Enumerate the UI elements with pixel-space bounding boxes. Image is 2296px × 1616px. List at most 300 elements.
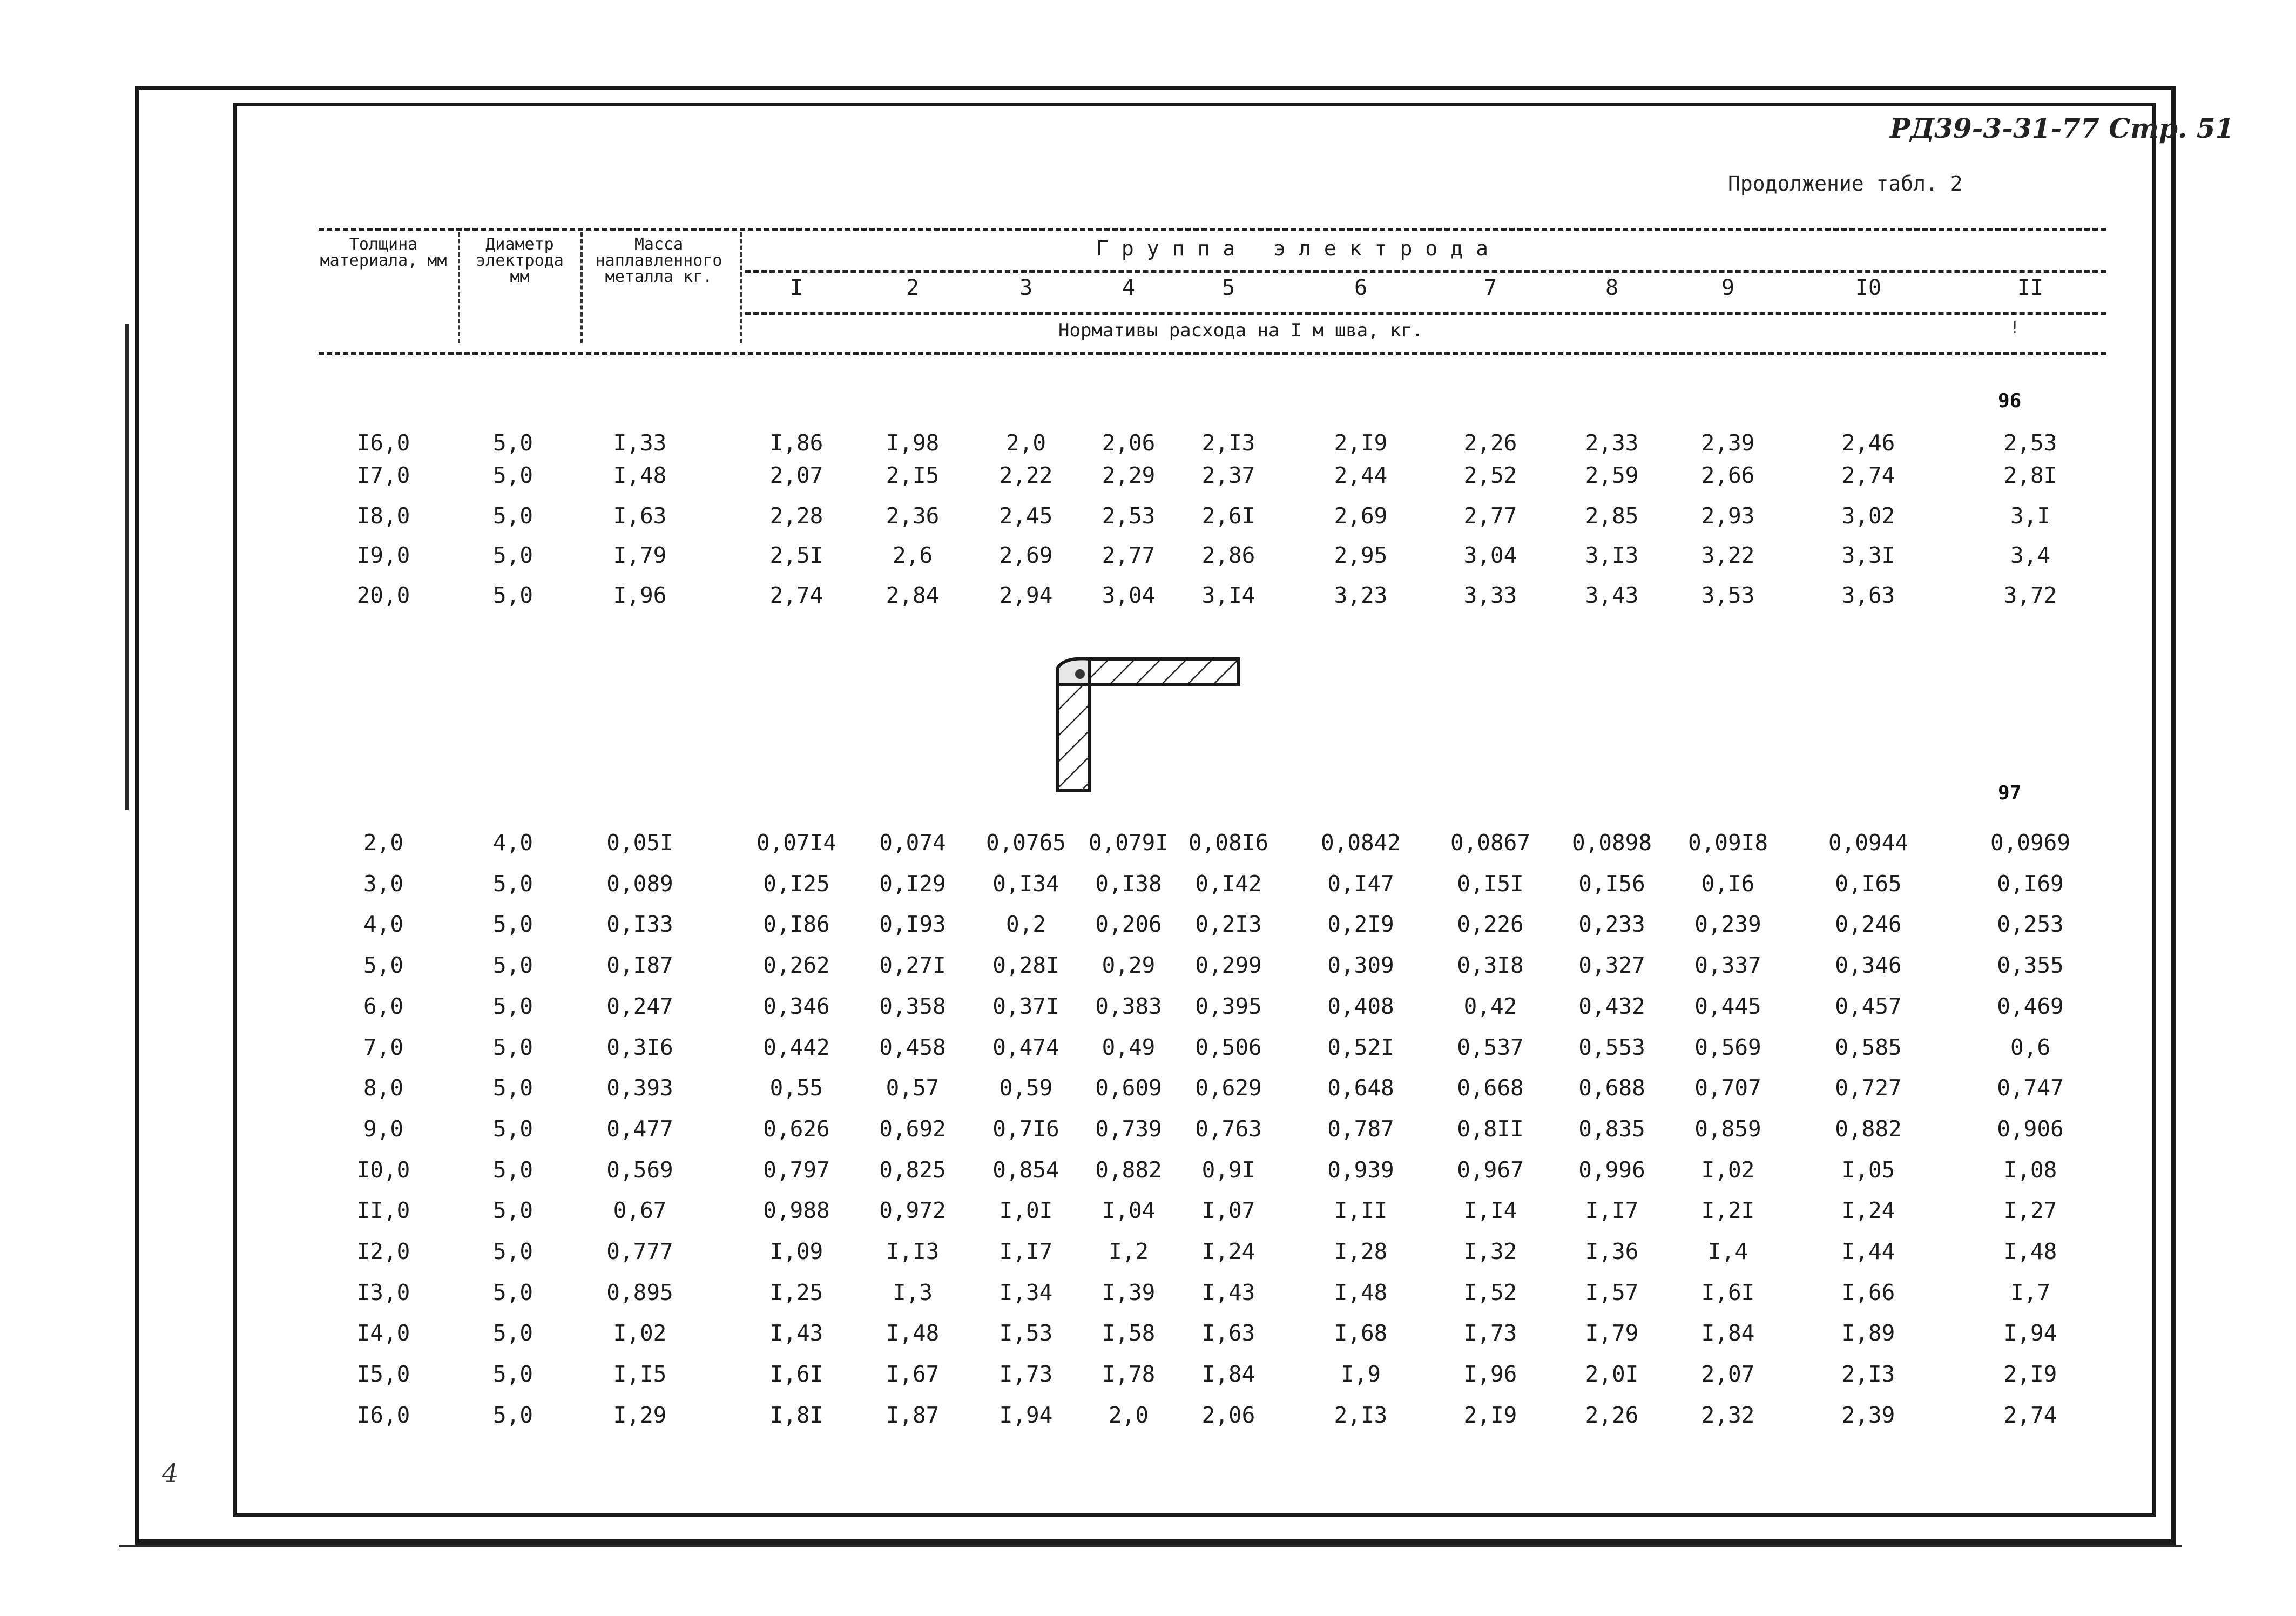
cell-norm-group-4: 0,739 (1095, 1116, 1162, 1142)
cell-mass: 0,05I (606, 830, 673, 856)
table-row (0, 1194, 2296, 1227)
cell-norm-group-8: I,79 (1585, 1320, 1639, 1346)
cell-norm-group-3: 0,I34 (992, 871, 1059, 897)
cell-norm-group-2: 0,I93 (879, 911, 946, 937)
cell-norm-group-7: I,96 (1463, 1361, 1517, 1387)
cell-norm-group-11: I,94 (2003, 1320, 2057, 1346)
cell-norm-group-4: 0,609 (1095, 1075, 1162, 1101)
cell-norm-group-6: I,48 (1334, 1280, 1388, 1305)
cell-diameter: 5,0 (492, 1320, 534, 1346)
header-rule-bottom (319, 352, 2106, 355)
cell-norm-group-3: 0,28I (992, 952, 1059, 978)
cell-norm-group-9: I,4 (1707, 1238, 1748, 1264)
cell-norm-group-2: I,98 (886, 430, 940, 456)
cell-mass: 0,477 (606, 1116, 673, 1142)
table-row (0, 579, 2296, 611)
cell-norm-group-4: 0,383 (1095, 993, 1162, 1019)
cell-norm-group-11: 3,I (2010, 503, 2051, 529)
cell-norm-group-7: 2,26 (1463, 430, 1517, 456)
cell-norm-group-11: 0,0969 (1990, 830, 2071, 856)
cell-norm-group-4: 0,206 (1095, 911, 1162, 937)
cell-norm-group-3: 2,22 (999, 462, 1053, 488)
cell-norm-group-8: I,I7 (1585, 1197, 1639, 1223)
cell-thickness: I8,0 (356, 503, 410, 529)
cell-norm-group-9: 0,239 (1694, 911, 1761, 937)
cell-norm-group-7: 2,52 (1463, 462, 1517, 488)
cell-norm-group-1: 0,346 (763, 993, 830, 1019)
cell-thickness: I2,0 (356, 1238, 410, 1264)
cell-norm-group-10: 3,3I (1841, 542, 1895, 568)
cell-norm-group-5: 0,629 (1195, 1075, 1262, 1101)
cell-norm-group-10: I,44 (1841, 1238, 1895, 1264)
cell-norm-group-8: 0,I56 (1578, 871, 1645, 897)
table-row (0, 1113, 2296, 1145)
cell-norm-group-3: 2,45 (999, 503, 1053, 529)
cell-norm-group-5: 0,I42 (1195, 871, 1262, 897)
cell-norm-group-6: 2,44 (1334, 462, 1388, 488)
cell-norm-group-1: 0,262 (763, 952, 830, 978)
cell-norm-group-1: 0,I25 (763, 871, 830, 897)
cell-mass: 0,3I6 (606, 1034, 673, 1060)
cell-norm-group-4: 0,882 (1095, 1157, 1162, 1183)
cell-norm-group-10: I,89 (1841, 1320, 1895, 1346)
cell-norm-group-8: 0,432 (1578, 993, 1645, 1019)
table-row (0, 1235, 2296, 1268)
cell-norm-group-4: I,39 (1102, 1280, 1156, 1305)
cell-diameter: 5,0 (492, 952, 534, 978)
cell-norm-group-11: 3,4 (2010, 542, 2051, 568)
cell-norm-group-5: 0,506 (1195, 1034, 1262, 1060)
cell-norm-group-8: 3,43 (1585, 582, 1639, 608)
cell-norm-group-11: I,7 (2010, 1280, 2051, 1305)
cell-norm-group-9: 3,22 (1701, 542, 1755, 568)
group-number: 2 (906, 275, 920, 300)
cell-norm-group-1: 2,74 (769, 582, 823, 608)
cell-thickness: 7,0 (363, 1034, 404, 1060)
cell-norm-group-4: 2,53 (1102, 503, 1156, 529)
cell-norm-group-2: I,48 (886, 1320, 940, 1346)
table-row (0, 1399, 2296, 1431)
cell-mass: 0,67 (613, 1197, 667, 1223)
header-divider (458, 232, 460, 343)
cell-norm-group-5: I,84 (1201, 1361, 1255, 1387)
cell-norm-group-5: 0,763 (1195, 1116, 1262, 1142)
cell-mass: 0,777 (606, 1238, 673, 1264)
table-row (0, 1154, 2296, 1186)
group-number: 5 (1221, 275, 1235, 300)
table-row (0, 1317, 2296, 1349)
table-row (0, 459, 2296, 491)
cell-thickness: I5,0 (356, 1361, 410, 1387)
cell-norm-group-5: 2,I3 (1201, 430, 1255, 456)
cell-norm-group-3: 0,474 (992, 1034, 1059, 1060)
cell-norm-group-8: 0,688 (1578, 1075, 1645, 1101)
header-mass: Масса наплавленного металла кг. (595, 235, 722, 286)
cell-norm-group-4: I,78 (1102, 1361, 1156, 1387)
cell-thickness: I3,0 (356, 1280, 410, 1305)
cell-norm-group-2: 0,692 (879, 1116, 946, 1142)
group-number: I (789, 275, 803, 300)
cell-mass: 0,247 (606, 993, 673, 1019)
cell-norm-group-3: 0,2 (1005, 911, 1046, 937)
group-number: II (2017, 275, 2044, 300)
cell-diameter: 5,0 (492, 542, 534, 568)
cell-mass: I,29 (613, 1402, 667, 1428)
group-number: 9 (1721, 275, 1735, 300)
cell-norm-group-9: 2,93 (1701, 503, 1755, 529)
cell-diameter: 5,0 (492, 1034, 534, 1060)
cell-thickness: I6,0 (356, 1402, 410, 1428)
cell-norm-group-10: 0,727 (1835, 1075, 1902, 1101)
cell-norm-group-7: 0,668 (1457, 1075, 1524, 1101)
cell-norm-group-5: I,43 (1201, 1280, 1255, 1305)
cell-diameter: 5,0 (492, 993, 534, 1019)
cell-thickness: 6,0 (363, 993, 404, 1019)
cell-norm-group-1: 0,988 (763, 1197, 830, 1223)
cell-norm-group-6: 0,939 (1327, 1157, 1394, 1183)
cell-norm-group-10: 0,457 (1835, 993, 1902, 1019)
cell-norm-group-7: 3,33 (1463, 582, 1517, 608)
cell-norm-group-6: I,28 (1334, 1238, 1388, 1264)
cell-norm-group-5: I,63 (1201, 1320, 1255, 1346)
cell-thickness: I6,0 (356, 430, 410, 456)
cell-mass: I,79 (613, 542, 667, 568)
cell-mass: I,63 (613, 503, 667, 529)
cell-norm-group-2: 0,358 (879, 993, 946, 1019)
cell-diameter: 5,0 (492, 911, 534, 937)
cell-norm-group-2: 0,57 (886, 1075, 940, 1101)
cell-thickness: 8,0 (363, 1075, 404, 1101)
cell-norm-group-10: I,05 (1841, 1157, 1895, 1183)
cell-diameter: 5,0 (492, 430, 534, 456)
cell-norm-group-9: I,6I (1701, 1280, 1755, 1305)
cell-diameter: 5,0 (492, 1075, 534, 1101)
cell-norm-group-7: 2,77 (1463, 503, 1517, 529)
group-number: 4 (1122, 275, 1136, 300)
cell-norm-group-2: 2,36 (886, 503, 940, 529)
group-number: 3 (1019, 275, 1033, 300)
cell-norm-group-8: 0,553 (1578, 1034, 1645, 1060)
header-norms-title: Нормативы расхода на I м шва, кг. (1058, 320, 1423, 341)
cell-norm-group-5: 3,I4 (1201, 582, 1255, 608)
cell-norm-group-2: 2,6 (892, 542, 933, 568)
cell-norm-group-11: 0,6 (2010, 1034, 2051, 1060)
table-row (0, 1276, 2296, 1309)
cell-diameter: 5,0 (492, 582, 534, 608)
cell-norm-group-6: I,9 (1340, 1361, 1381, 1387)
cell-mass: 0,089 (606, 871, 673, 897)
cell-norm-group-4: I,2 (1108, 1238, 1149, 1264)
header-diameter: Диаметр электрода мм (476, 235, 564, 286)
cell-norm-group-3: I,34 (999, 1280, 1053, 1305)
cell-norm-group-11: 0,355 (1997, 952, 2064, 978)
header-thickness: Толщина материала, мм (320, 235, 447, 270)
cell-norm-group-3: 2,69 (999, 542, 1053, 568)
cell-norm-group-11: I,48 (2003, 1238, 2057, 1264)
cell-norm-group-1: 0,I86 (763, 911, 830, 937)
cell-norm-group-1: 0,07I4 (756, 830, 837, 856)
cell-mass: 0,I87 (606, 952, 673, 978)
cell-norm-group-8: 0,835 (1578, 1116, 1645, 1142)
cell-norm-group-3: 0,854 (992, 1157, 1059, 1183)
cell-norm-group-4: 2,29 (1102, 462, 1156, 488)
cell-norm-group-11: 0,I69 (1997, 871, 2064, 897)
cell-norm-group-11: I,08 (2003, 1157, 2057, 1183)
cell-norm-group-7: 0,967 (1457, 1157, 1524, 1183)
cell-thickness: II,0 (356, 1197, 410, 1223)
cell-norm-group-10: 2,46 (1841, 430, 1895, 456)
cell-thickness: 4,0 (363, 911, 404, 937)
cell-norm-group-7: 3,04 (1463, 542, 1517, 568)
cell-norm-group-1: 0,797 (763, 1157, 830, 1183)
cell-norm-group-2: 0,I29 (879, 871, 946, 897)
header-divider (740, 232, 742, 343)
cell-diameter: 5,0 (492, 1157, 534, 1183)
cell-norm-group-5: 0,08I6 (1188, 830, 1269, 856)
cell-norm-group-7: I,I4 (1463, 1197, 1517, 1223)
table-row (0, 1358, 2296, 1390)
cell-norm-group-8: 2,59 (1585, 462, 1639, 488)
cell-norm-group-3: I,73 (999, 1361, 1053, 1387)
cell-thickness: 5,0 (363, 952, 404, 978)
cell-norm-group-5: 0,299 (1195, 952, 1262, 978)
header-tick: ! (2010, 319, 2020, 338)
cell-diameter: 5,0 (492, 1361, 534, 1387)
cell-diameter: 5,0 (492, 503, 534, 529)
cell-norm-group-1: I,25 (769, 1280, 823, 1305)
cell-norm-group-5: 0,2I3 (1195, 911, 1262, 937)
cell-diameter: 5,0 (492, 462, 534, 488)
cell-norm-group-6: 3,23 (1334, 582, 1388, 608)
cell-norm-group-6: 0,0842 (1320, 830, 1401, 856)
cell-mass: I,48 (613, 462, 667, 488)
cell-norm-group-8: I,36 (1585, 1238, 1639, 1264)
section-marker: 96 (1998, 390, 2022, 412)
cell-norm-group-4: 2,77 (1102, 542, 1156, 568)
cell-diameter: 5,0 (492, 1238, 534, 1264)
cell-norm-group-7: 0,42 (1463, 993, 1517, 1019)
cell-norm-group-6: 0,648 (1327, 1075, 1394, 1101)
cell-mass: I,I5 (613, 1361, 667, 1387)
cell-norm-group-11: I,27 (2003, 1197, 2057, 1223)
cell-thickness: I9,0 (356, 542, 410, 568)
document-code: РД39-3-31-77 Стр. 51 (1890, 112, 2234, 144)
cell-thickness: I7,0 (356, 462, 410, 488)
header-divider (580, 232, 583, 343)
cell-norm-group-1: I,43 (769, 1320, 823, 1346)
cell-norm-group-10: 2,39 (1841, 1402, 1895, 1428)
cell-mass: 0,569 (606, 1157, 673, 1183)
cell-mass: I,02 (613, 1320, 667, 1346)
cell-norm-group-11: 0,253 (1997, 911, 2064, 937)
cell-diameter: 5,0 (492, 1280, 534, 1305)
cell-mass: 0,393 (606, 1075, 673, 1101)
table-row (0, 1072, 2296, 1104)
cell-thickness: 2,0 (363, 830, 404, 856)
cell-norm-group-2: 0,972 (879, 1197, 946, 1223)
cell-norm-group-9: 0,707 (1694, 1075, 1761, 1101)
cell-norm-group-7: 0,0867 (1450, 830, 1531, 856)
cell-norm-group-6: 2,69 (1334, 503, 1388, 529)
cell-norm-group-2: I,67 (886, 1361, 940, 1387)
cell-norm-group-6: 0,408 (1327, 993, 1394, 1019)
cell-mass: 0,895 (606, 1280, 673, 1305)
corner-page-mark: 4 (162, 1458, 179, 1489)
cell-norm-group-11: 2,74 (2003, 1402, 2057, 1428)
cell-norm-group-8: 2,0I (1585, 1361, 1639, 1387)
cell-norm-group-1: I,86 (769, 430, 823, 456)
cell-norm-group-2: I,3 (892, 1280, 933, 1305)
cell-norm-group-5: 2,06 (1201, 1402, 1255, 1428)
cell-norm-group-1: 2,07 (769, 462, 823, 488)
cell-norm-group-9: 3,53 (1701, 582, 1755, 608)
cell-norm-group-1: I,6I (769, 1361, 823, 1387)
cell-diameter: 5,0 (492, 1116, 534, 1142)
cell-norm-group-9: 0,569 (1694, 1034, 1761, 1060)
cell-norm-group-8: 0,996 (1578, 1157, 1645, 1183)
cell-norm-group-10: 0,I65 (1835, 871, 1902, 897)
cell-norm-group-11: 2,53 (2003, 430, 2057, 456)
header-rule (745, 270, 2106, 273)
cell-norm-group-1: I,09 (769, 1238, 823, 1264)
cell-norm-group-11: 3,72 (2003, 582, 2057, 608)
table-row (0, 826, 2296, 859)
cell-norm-group-1: 2,28 (769, 503, 823, 529)
cell-norm-group-10: 0,246 (1835, 911, 1902, 937)
cell-norm-group-7: 0,3I8 (1457, 952, 1524, 978)
cell-norm-group-3: I,0I (999, 1197, 1053, 1223)
cell-norm-group-5: 0,9I (1201, 1157, 1255, 1183)
cell-norm-group-6: 2,I9 (1334, 430, 1388, 456)
cell-norm-group-10: 3,02 (1841, 503, 1895, 529)
cell-thickness: 9,0 (363, 1116, 404, 1142)
table-row (0, 867, 2296, 900)
cell-norm-group-7: I,73 (1463, 1320, 1517, 1346)
cell-norm-group-2: 0,27I (879, 952, 946, 978)
group-number: 6 (1354, 275, 1368, 300)
cell-norm-group-1: I,8I (769, 1402, 823, 1428)
cell-norm-group-3: I,I7 (999, 1238, 1053, 1264)
cell-norm-group-10: 0,585 (1835, 1034, 1902, 1060)
cell-norm-group-10: I,66 (1841, 1280, 1895, 1305)
cell-norm-group-6: 0,309 (1327, 952, 1394, 978)
cell-norm-group-8: 0,0898 (1571, 830, 1652, 856)
cell-norm-group-5: 0,395 (1195, 993, 1262, 1019)
cell-mass: I,96 (613, 582, 667, 608)
cell-norm-group-8: 2,85 (1585, 503, 1639, 529)
cell-norm-group-6: 0,2I9 (1327, 911, 1394, 937)
bottom-rule (119, 1545, 2182, 1547)
cell-mass: I,33 (613, 430, 667, 456)
cell-norm-group-10: 2,74 (1841, 462, 1895, 488)
cell-norm-group-11: 2,8I (2003, 462, 2057, 488)
cell-diameter: 4,0 (492, 830, 534, 856)
cell-norm-group-7: I,32 (1463, 1238, 1517, 1264)
cell-thickness: I4,0 (356, 1320, 410, 1346)
cell-norm-group-2: 0,074 (879, 830, 946, 856)
cell-norm-group-4: 2,0 (1108, 1402, 1149, 1428)
cell-norm-group-5: I,07 (1201, 1197, 1255, 1223)
group-number: 7 (1483, 275, 1497, 300)
cell-norm-group-2: I,I3 (886, 1238, 940, 1264)
cell-thickness: 3,0 (363, 871, 404, 897)
cell-norm-group-5: 2,37 (1201, 462, 1255, 488)
table-row (0, 908, 2296, 940)
cell-norm-group-3: 2,0 (1005, 430, 1046, 456)
cell-norm-group-4: 0,079I (1088, 830, 1169, 856)
cell-norm-group-10: 0,0944 (1828, 830, 1909, 856)
cell-norm-group-3: I,94 (999, 1402, 1053, 1428)
header-group-title: Группа электрода (1096, 237, 1502, 260)
cell-norm-group-6: I,II (1334, 1197, 1388, 1223)
cell-norm-group-10: 3,63 (1841, 582, 1895, 608)
cell-norm-group-5: I,24 (1201, 1238, 1255, 1264)
group-number: 8 (1605, 275, 1619, 300)
cell-norm-group-6: 0,787 (1327, 1116, 1394, 1142)
cell-norm-group-9: I,02 (1701, 1157, 1755, 1183)
cell-norm-group-4: 0,I38 (1095, 871, 1162, 897)
cell-diameter: 5,0 (492, 871, 534, 897)
header-rule (745, 312, 2106, 315)
cell-diameter: 5,0 (492, 1197, 534, 1223)
cell-thickness: I0,0 (356, 1157, 410, 1183)
cell-norm-group-9: 0,859 (1694, 1116, 1761, 1142)
table-row (0, 990, 2296, 1022)
cell-norm-group-7: 0,I5I (1457, 871, 1524, 897)
cell-norm-group-2: 2,I5 (886, 462, 940, 488)
cell-norm-group-11: 0,906 (1997, 1116, 2064, 1142)
cell-norm-group-5: 2,6I (1201, 503, 1255, 529)
cell-norm-group-2: 2,84 (886, 582, 940, 608)
cell-norm-group-10: 0,346 (1835, 952, 1902, 978)
cell-norm-group-8: 3,I3 (1585, 542, 1639, 568)
cell-norm-group-9: I,2I (1701, 1197, 1755, 1223)
cell-norm-group-9: I,84 (1701, 1320, 1755, 1346)
cell-norm-group-3: 2,94 (999, 582, 1053, 608)
cell-norm-group-9: 0,445 (1694, 993, 1761, 1019)
cell-norm-group-3: 0,0765 (985, 830, 1066, 856)
cell-diameter: 5,0 (492, 1402, 534, 1428)
cell-norm-group-2: I,87 (886, 1402, 940, 1428)
table-row (0, 427, 2296, 459)
table-row (0, 949, 2296, 981)
cell-norm-group-1: 0,55 (769, 1075, 823, 1101)
cell-norm-group-10: I,24 (1841, 1197, 1895, 1223)
cell-norm-group-4: 2,06 (1102, 430, 1156, 456)
cell-norm-group-4: 0,29 (1102, 952, 1156, 978)
cell-norm-group-1: 2,5I (769, 542, 823, 568)
cell-norm-group-1: 0,626 (763, 1116, 830, 1142)
cell-norm-group-9: 0,09I8 (1687, 830, 1768, 856)
cell-norm-group-9: 2,66 (1701, 462, 1755, 488)
cell-norm-group-4: 0,49 (1102, 1034, 1156, 1060)
cell-norm-group-5: 2,86 (1201, 542, 1255, 568)
table-row (0, 539, 2296, 571)
cell-norm-group-8: 0,233 (1578, 911, 1645, 937)
cell-norm-group-11: 2,I9 (2003, 1361, 2057, 1387)
cell-norm-group-9: 2,07 (1701, 1361, 1755, 1387)
cell-norm-group-3: 0,7I6 (992, 1116, 1059, 1142)
cell-norm-group-7: 0,226 (1457, 911, 1524, 937)
cell-norm-group-6: I,68 (1334, 1320, 1388, 1346)
cell-norm-group-3: 0,59 (999, 1075, 1053, 1101)
cell-norm-group-7: 0,8II (1457, 1116, 1524, 1142)
header-rule-top (319, 228, 2106, 231)
cell-norm-group-9: 2,39 (1701, 430, 1755, 456)
cell-norm-group-4: I,04 (1102, 1197, 1156, 1223)
cell-thickness: 20,0 (356, 582, 410, 608)
cell-norm-group-6: 0,I47 (1327, 871, 1394, 897)
